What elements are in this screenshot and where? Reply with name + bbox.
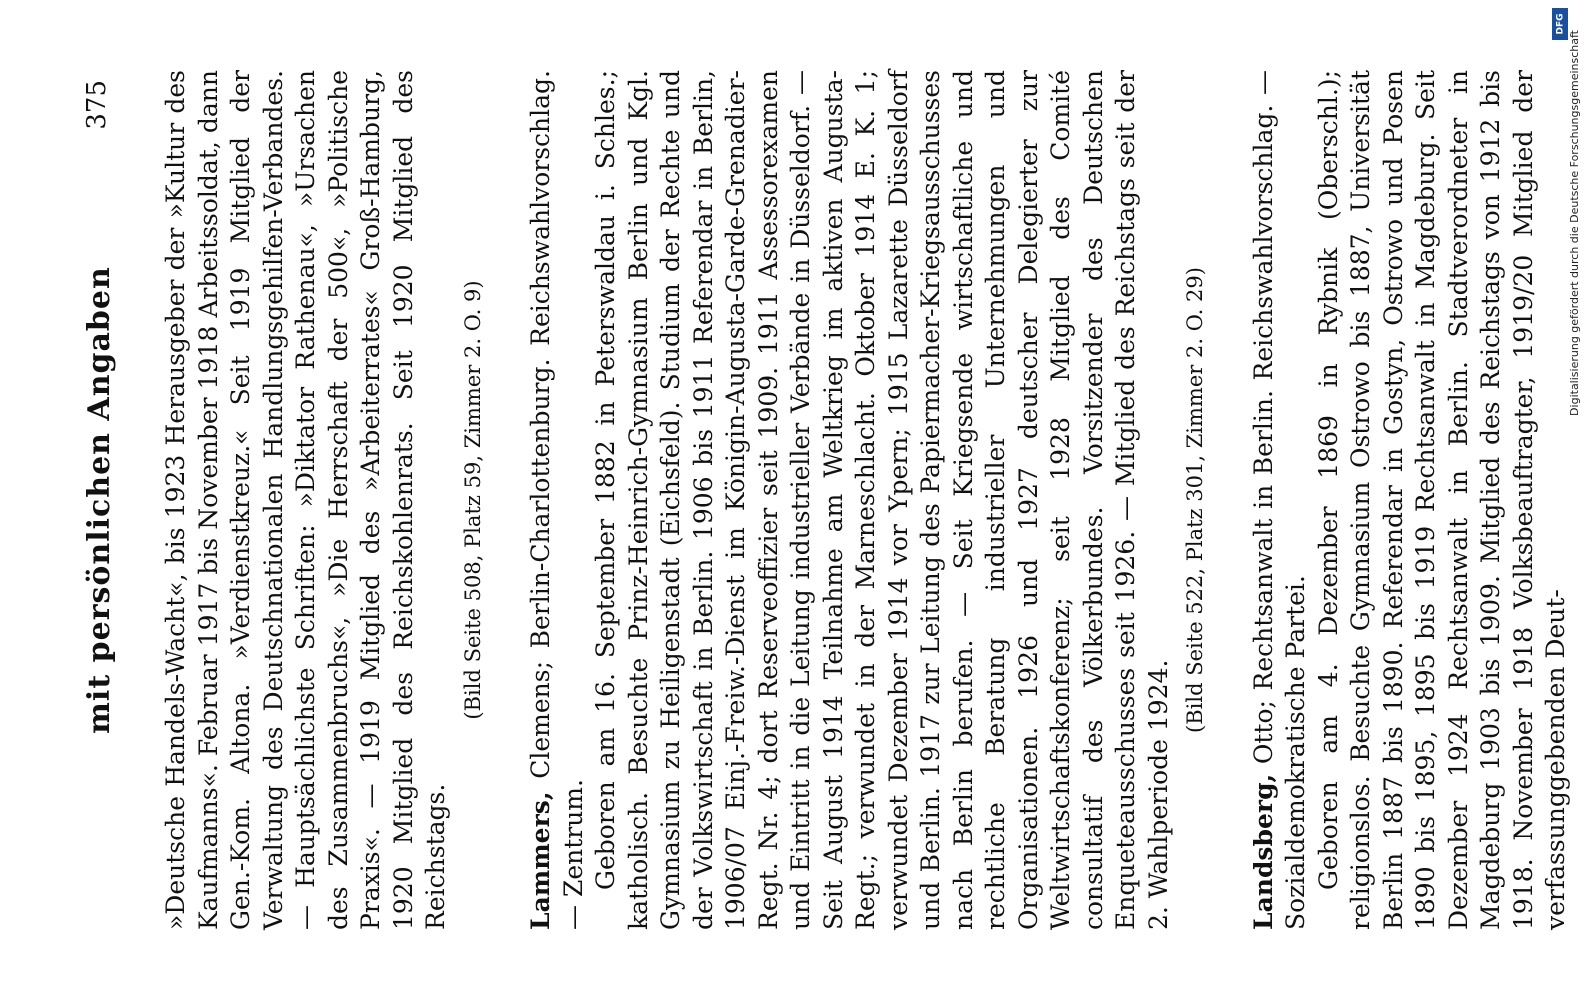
entry-caption: (Bild Seite 522, Platz 301, Zimmer 2. O. 29) — [1183, 267, 1207, 733]
dfg-logo-text: DFG — [1555, 13, 1566, 35]
entry-biography: Geboren am 4. Dezember 1869 in Rybnik (Oberschl.); religionslos. Besuchte Gymnasium Ostrowo bis 1887, Universität Berlin 1887 bis 1890. Referendar in Gostyn, Ostrowo und Posen 1890 bis 1895, 1895 bis 1919 Rechtsanwalt in Magdeburg. Seit Dezember 1924 Rechtsanwalt in Berlin. Stadtverordneter in Magdeburg 1903 bis 1909. Mitglied des Reichstags von 1912 bis 1918. November 1918 Volksbeauftragter, 1919/20 Mitglied der verfassunggebenden Deut- — [1313, 70, 1570, 930]
dfg-logo-icon — [1552, 8, 1568, 40]
entry-intro: Otto; Rechtsanwalt in Berlin. Reichswahlvorschlag. — Sozialdemokratische Partei. — [1248, 70, 1310, 930]
entry-continuation-text: »Deutsche Handels-Wacht«, bis 1923 Herausgeber der »Kultur des Kaufmanns«. Februar 1917 bis November 1918 Arbeitssoldat, dann Gen.-Kom. Altona. »Verdienstkreuz.« Seit 1919 Mitglied der Verwaltung des Deutschnationalen Handlungsgehilfen-Verbandes. — Hauptsächlichste Schriften: »Diktator Rathenau«, »Ursachen des Zusammenbruchs«, »Die Herrschaft der 500«, »Politische Praxis«. — 1919 Mitglied des »Arbeiterrates« Groß-Hamburg, 1920 Mitglied des Reichskohlenrats. Seit 1920 Mitglied des Reichstags. — [161, 70, 450, 930]
entry-name: Lammers, — [526, 791, 555, 930]
running-head — [70, 80, 117, 920]
entry-intro: Clemens; Berlin-Charlottenburg. Reichswahlvorschlag. — Zentrum. — [526, 70, 588, 930]
entry-heading — [1248, 70, 1313, 930]
entry-heading — [525, 70, 590, 930]
entry-name: Landsberg, — [1248, 773, 1278, 930]
digitization-sidebar — [1532, 0, 1587, 1000]
page-title: mit persönlichen Angaben — [82, 266, 117, 734]
funding-note: Digitalisierung gefördert durch die Deutsche Forschungsgemeinschaft — [1568, 30, 1581, 416]
page-number: 375 — [82, 80, 112, 130]
page-body — [160, 70, 1573, 930]
entry-caption: (Bild Seite 508, Platz 59, Zimmer 2. O. 9) — [460, 280, 485, 720]
entry-biography: Geboren am 16. September 1882 in Peterswaldau i. Schles.; katholisch. Besuchte Prinz-Heinrich-Gymnasium Berlin und Kgl. Gymnasium zu Heiligenstadt (Eichsfeld). Studium der Rechte und der Volkswirtschaft in Berlin. 1906 bis 1911 Referendar in Berlin, 1906/07 Einj.-Freiw.-Dienst im Königin-Augusta-Garde-Grenadier-Regt. Nr. 4; dort Reserveoffizier seit 1909. 1911 Assessorexamen und Eintritt in die Leitung industrieller Verbände in Düsseldorf. — Seit August 1914 Teilnahme am Weltkrieg im aktiven Augusta-Regt.; verwundet in der Marneschlacht. Oktober 1914 E. K. 1; verwundet Dezember 1914 vor Ypern; 1915 Lazarette Düsseldorf und Berlin. 1917 zur Leitung des Papiermacher-Kriegsausschusses nach Berlin berufen. — Seit Kriegsende wirtschaftliche und rechtliche Beratung industrieller Unternehmungen und Organisationen. 1926 und 1927 deutscher Delegierter zur Weltwirtschaftskonferenz; seit 1928 Mitglied des Comité consultatif des Völkerbundes. Vorsitzender des Deutschen Enqueteausschusses seit 1926. — Mitglied des Reichstags seit der 2. Wahlperiode 1924. — [591, 70, 1173, 930]
